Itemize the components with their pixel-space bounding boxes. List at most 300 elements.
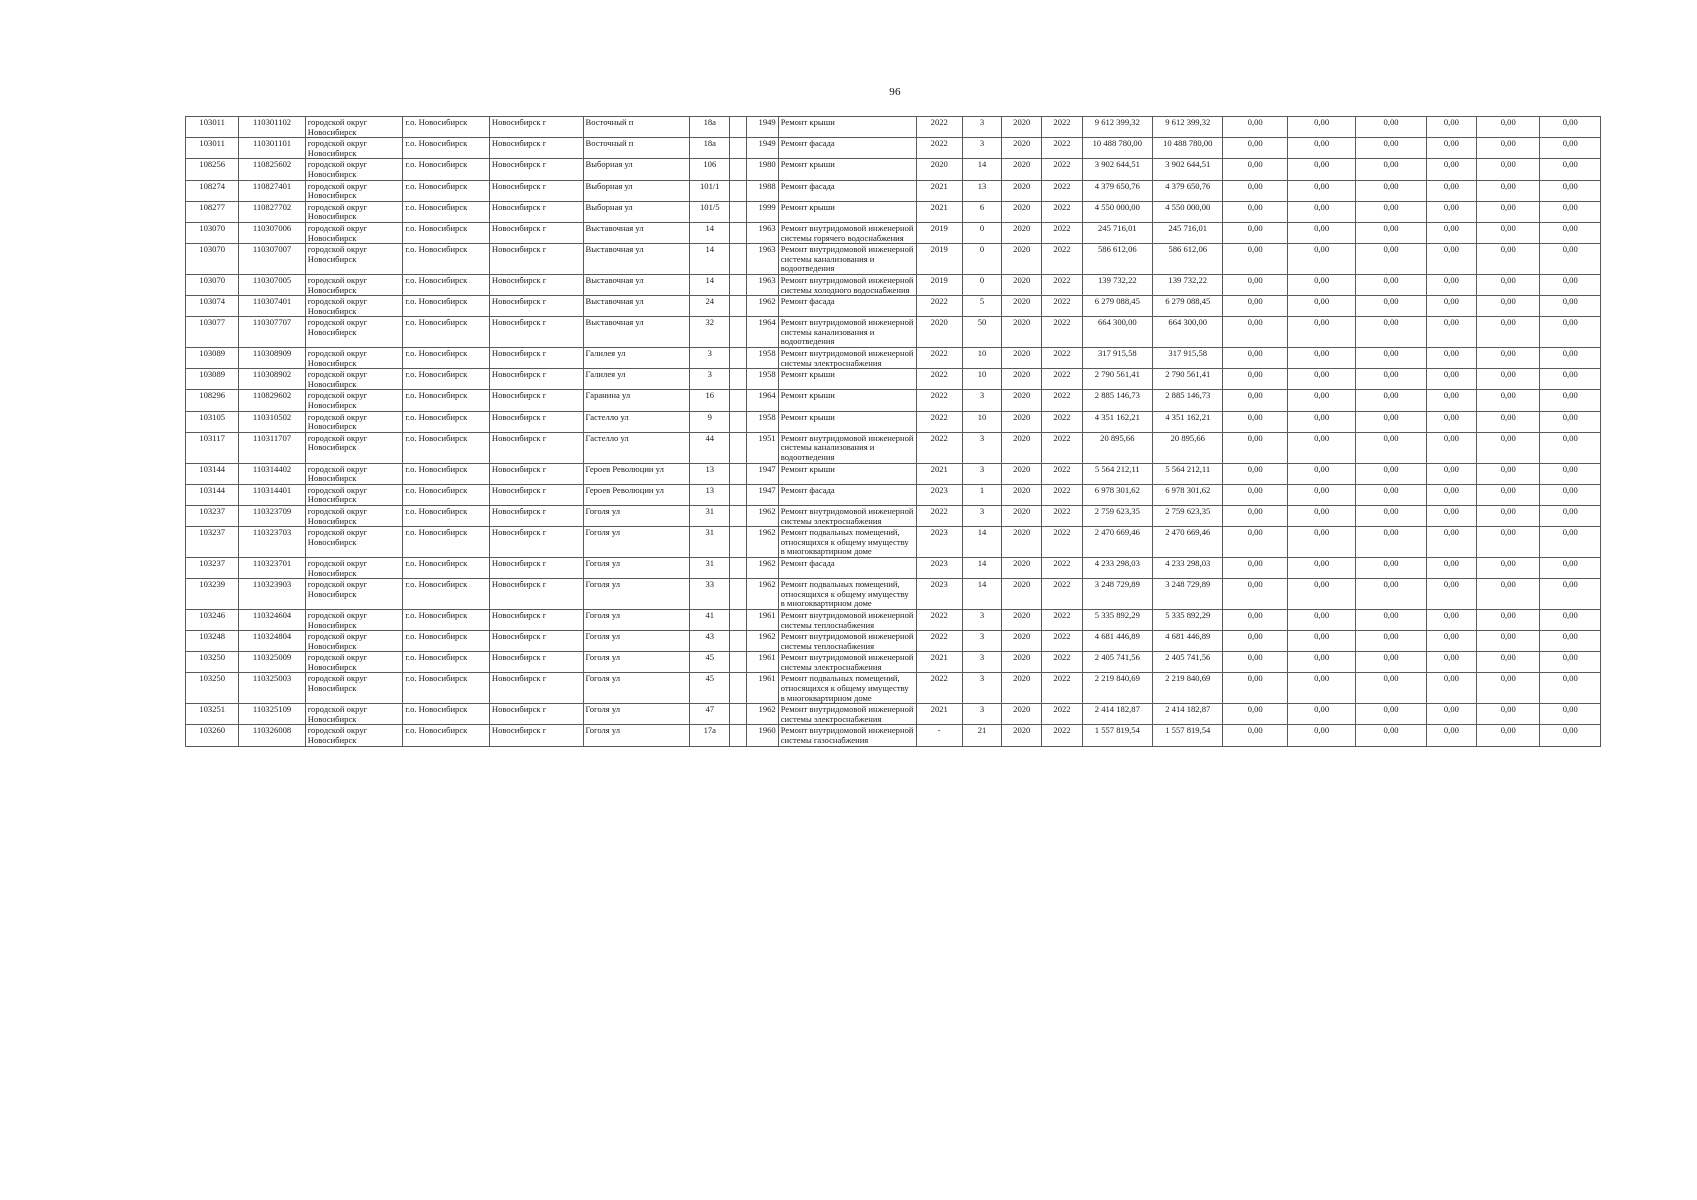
cell-wear-percent: 3 <box>962 390 1001 411</box>
cell-city-district: г.о. Новосибирск <box>403 704 490 725</box>
cell-end-year: 2022 <box>1042 244 1082 275</box>
cell-cost-reserve: 0,00 <box>1540 274 1601 295</box>
cell-end-year: 2022 <box>1042 725 1082 746</box>
cell-house-id: 103251 <box>186 704 239 725</box>
table-row <box>186 296 1601 317</box>
cell-cost-reserve: 0,00 <box>1540 201 1601 222</box>
cell-municipality: городской округ Новосибирск <box>305 673 403 704</box>
cell-plan-year: 2022 <box>916 411 962 432</box>
cell-cost-federal: 0,00 <box>1223 117 1287 138</box>
cell-settlement: Новосибирск г <box>489 348 583 369</box>
cell-work-type: Ремонт подвальных помещений, относящихся к общему имуществу в многоквартирном доме <box>778 527 916 558</box>
cell-wear-percent: 13 <box>962 180 1001 201</box>
cell-object-id: 110324604 <box>239 609 305 630</box>
cell-cost-fund: 5 564 212,11 <box>1153 463 1223 484</box>
cell-build-year: 1960 <box>746 725 778 746</box>
cell-cost-reserve: 0,00 <box>1540 631 1601 652</box>
cell-work-type: Ремонт подвальных помещений, относящихся к общему имуществу в многоквартирном доме <box>778 673 916 704</box>
cell-street: Гоголя ул <box>583 652 690 673</box>
cell-plan-year: 2023 <box>916 484 962 505</box>
cell-municipality: городской округ Новосибирск <box>305 244 403 275</box>
table-row <box>186 117 1601 138</box>
cell-cost-other: 0,00 <box>1477 527 1540 558</box>
cell-house-number: 44 <box>690 432 730 463</box>
cell-build-year: 1964 <box>746 390 778 411</box>
cell-cost-owners: 0,00 <box>1426 369 1476 390</box>
cell-build-year: 1988 <box>746 180 778 201</box>
cell-street: Гастелло ул <box>583 432 690 463</box>
cell-cost-owners: 0,00 <box>1426 652 1476 673</box>
cell-settlement: Новосибирск г <box>489 274 583 295</box>
table-row <box>186 579 1601 610</box>
cell-settlement: Новосибирск г <box>489 463 583 484</box>
cell-cost-owners: 0,00 <box>1426 138 1476 159</box>
cell-end-year: 2022 <box>1042 390 1082 411</box>
cell-end-year: 2022 <box>1042 411 1082 432</box>
cell-city-district: г.о. Новосибирск <box>403 244 490 275</box>
cell-settlement: Новосибирск г <box>489 579 583 610</box>
table-row <box>186 244 1601 275</box>
cell-start-year: 2020 <box>1002 117 1042 138</box>
cell-cost-other: 0,00 <box>1477 274 1540 295</box>
cell-plan-year: 2023 <box>916 527 962 558</box>
cell-build-year: 1947 <box>746 463 778 484</box>
cell-street: Выставочная ул <box>583 296 690 317</box>
cell-cost-federal: 0,00 <box>1223 369 1287 390</box>
cell-building <box>730 369 746 390</box>
table-row <box>186 652 1601 673</box>
cell-total-cost: 4 233 298,03 <box>1082 557 1152 578</box>
cell-building <box>730 296 746 317</box>
cell-cost-other: 0,00 <box>1477 180 1540 201</box>
cell-building <box>730 180 746 201</box>
cell-cost-other: 0,00 <box>1477 390 1540 411</box>
cell-end-year: 2022 <box>1042 527 1082 558</box>
page-number: 96 <box>889 86 901 98</box>
cell-house-id: 103074 <box>186 296 239 317</box>
cell-street: Выборная ул <box>583 159 690 180</box>
cell-building <box>730 557 746 578</box>
cell-object-id: 110301102 <box>239 117 305 138</box>
cell-cost-fund: 4 681 446,89 <box>1153 631 1223 652</box>
cell-build-year: 1958 <box>746 411 778 432</box>
cell-city-district: г.о. Новосибирск <box>403 505 490 526</box>
cell-end-year: 2022 <box>1042 369 1082 390</box>
cell-build-year: 1962 <box>746 579 778 610</box>
cell-cost-municipal: 0,00 <box>1356 463 1426 484</box>
cell-cost-regional: 0,00 <box>1287 159 1355 180</box>
cell-cost-regional: 0,00 <box>1287 222 1355 243</box>
cell-house-id: 103250 <box>186 652 239 673</box>
cell-settlement: Новосибирск г <box>489 117 583 138</box>
cell-cost-reserve: 0,00 <box>1540 138 1601 159</box>
cell-house-id: 103144 <box>186 484 239 505</box>
cell-start-year: 2020 <box>1002 704 1042 725</box>
cell-cost-fund: 2 470 669,46 <box>1153 527 1223 558</box>
cell-municipality: городской округ Новосибирск <box>305 527 403 558</box>
cell-cost-federal: 0,00 <box>1223 411 1287 432</box>
cell-cost-reserve: 0,00 <box>1540 527 1601 558</box>
cell-cost-fund: 2 414 182,87 <box>1153 704 1223 725</box>
cell-cost-regional: 0,00 <box>1287 348 1355 369</box>
cell-cost-fund: 4 351 162,21 <box>1153 411 1223 432</box>
cell-cost-reserve: 0,00 <box>1540 673 1601 704</box>
cell-building <box>730 159 746 180</box>
cell-cost-fund: 1 557 819,54 <box>1153 725 1223 746</box>
cell-city-district: г.о. Новосибирск <box>403 222 490 243</box>
cell-municipality: городской округ Новосибирск <box>305 274 403 295</box>
cell-building <box>730 348 746 369</box>
cell-cost-fund: 10 488 780,00 <box>1153 138 1223 159</box>
cell-start-year: 2020 <box>1002 432 1042 463</box>
cell-cost-municipal: 0,00 <box>1356 117 1426 138</box>
cell-cost-regional: 0,00 <box>1287 390 1355 411</box>
cell-cost-owners: 0,00 <box>1426 390 1476 411</box>
cell-city-district: г.о. Новосибирск <box>403 390 490 411</box>
cell-house-id: 103077 <box>186 317 239 348</box>
cell-cost-regional: 0,00 <box>1287 117 1355 138</box>
cell-cost-federal: 0,00 <box>1223 725 1287 746</box>
cell-cost-owners: 0,00 <box>1426 505 1476 526</box>
cell-work-type: Ремонт внутридомовой инженерной системы горячего водоснабжения <box>778 222 916 243</box>
cell-work-type: Ремонт фасада <box>778 484 916 505</box>
cell-total-cost: 6 978 301,62 <box>1082 484 1152 505</box>
cell-cost-reserve: 0,00 <box>1540 411 1601 432</box>
cell-cost-reserve: 0,00 <box>1540 348 1601 369</box>
cell-object-id: 110301101 <box>239 138 305 159</box>
cell-cost-reserve: 0,00 <box>1540 463 1601 484</box>
cell-plan-year: 2022 <box>916 609 962 630</box>
cell-city-district: г.о. Новосибирск <box>403 484 490 505</box>
cell-work-type: Ремонт подвальных помещений, относящихся к общему имуществу в многоквартирном доме <box>778 579 916 610</box>
cell-object-id: 110308909 <box>239 348 305 369</box>
cell-plan-year: 2022 <box>916 673 962 704</box>
cell-house-number: 106 <box>690 159 730 180</box>
cell-cost-municipal: 0,00 <box>1356 579 1426 610</box>
cell-start-year: 2020 <box>1002 484 1042 505</box>
cell-cost-other: 0,00 <box>1477 348 1540 369</box>
cell-cost-municipal: 0,00 <box>1356 201 1426 222</box>
cell-end-year: 2022 <box>1042 274 1082 295</box>
cell-cost-municipal: 0,00 <box>1356 527 1426 558</box>
cell-cost-federal: 0,00 <box>1223 317 1287 348</box>
cell-municipality: городской округ Новосибирск <box>305 117 403 138</box>
cell-cost-federal: 0,00 <box>1223 244 1287 275</box>
cell-cost-municipal: 0,00 <box>1356 369 1426 390</box>
cell-cost-federal: 0,00 <box>1223 579 1287 610</box>
cell-wear-percent: 3 <box>962 704 1001 725</box>
cell-cost-federal: 0,00 <box>1223 274 1287 295</box>
cell-cost-municipal: 0,00 <box>1356 704 1426 725</box>
cell-cost-regional: 0,00 <box>1287 527 1355 558</box>
cell-wear-percent: 0 <box>962 244 1001 275</box>
cell-house-id: 103260 <box>186 725 239 746</box>
cell-building <box>730 411 746 432</box>
cell-object-id: 110307707 <box>239 317 305 348</box>
cell-settlement: Новосибирск г <box>489 296 583 317</box>
cell-cost-federal: 0,00 <box>1223 505 1287 526</box>
cell-cost-owners: 0,00 <box>1426 222 1476 243</box>
cell-house-number: 14 <box>690 244 730 275</box>
cell-cost-federal: 0,00 <box>1223 222 1287 243</box>
cell-cost-federal: 0,00 <box>1223 201 1287 222</box>
cell-municipality: городской округ Новосибирск <box>305 317 403 348</box>
cell-cost-municipal: 0,00 <box>1356 557 1426 578</box>
cell-house-number: 101/1 <box>690 180 730 201</box>
cell-wear-percent: 3 <box>962 463 1001 484</box>
cell-building <box>730 631 746 652</box>
cell-end-year: 2022 <box>1042 138 1082 159</box>
cell-cost-municipal: 0,00 <box>1356 411 1426 432</box>
cell-object-id: 110314401 <box>239 484 305 505</box>
table-row <box>186 201 1601 222</box>
cell-wear-percent: 3 <box>962 631 1001 652</box>
cell-cost-reserve: 0,00 <box>1540 652 1601 673</box>
cell-total-cost: 2 885 146,73 <box>1082 390 1152 411</box>
cell-cost-federal: 0,00 <box>1223 704 1287 725</box>
cell-street: Восточный п <box>583 117 690 138</box>
cell-cost-federal: 0,00 <box>1223 296 1287 317</box>
cell-house-id: 103237 <box>186 527 239 558</box>
cell-work-type: Ремонт фасада <box>778 296 916 317</box>
cell-total-cost: 245 716,01 <box>1082 222 1152 243</box>
cell-house-id: 103248 <box>186 631 239 652</box>
cell-work-type: Ремонт внутридомовой инженерной системы канализования и водоотведения <box>778 317 916 348</box>
cell-city-district: г.о. Новосибирск <box>403 557 490 578</box>
table-body <box>186 117 1601 747</box>
cell-cost-owners: 0,00 <box>1426 673 1476 704</box>
cell-wear-percent: 0 <box>962 222 1001 243</box>
cell-settlement: Новосибирск г <box>489 557 583 578</box>
cell-cost-owners: 0,00 <box>1426 463 1476 484</box>
cell-cost-other: 0,00 <box>1477 557 1540 578</box>
cell-cost-owners: 0,00 <box>1426 725 1476 746</box>
cell-cost-municipal: 0,00 <box>1356 180 1426 201</box>
cell-building <box>730 652 746 673</box>
cell-cost-fund: 4 379 650,76 <box>1153 180 1223 201</box>
cell-cost-fund: 6 978 301,62 <box>1153 484 1223 505</box>
cell-cost-regional: 0,00 <box>1287 317 1355 348</box>
cell-start-year: 2020 <box>1002 557 1042 578</box>
cell-cost-other: 0,00 <box>1477 631 1540 652</box>
cell-house-id: 103239 <box>186 579 239 610</box>
cell-plan-year: 2021 <box>916 652 962 673</box>
cell-end-year: 2022 <box>1042 652 1082 673</box>
cell-cost-fund: 4 233 298,03 <box>1153 557 1223 578</box>
cell-cost-owners: 0,00 <box>1426 244 1476 275</box>
cell-street: Гоголя ул <box>583 631 690 652</box>
cell-cost-regional: 0,00 <box>1287 579 1355 610</box>
cell-total-cost: 2 470 669,46 <box>1082 527 1152 558</box>
cell-house-id: 103246 <box>186 609 239 630</box>
cell-house-number: 18а <box>690 117 730 138</box>
cell-object-id: 110307401 <box>239 296 305 317</box>
cell-cost-reserve: 0,00 <box>1540 390 1601 411</box>
cell-work-type: Ремонт внутридомовой инженерной системы электроснабжения <box>778 505 916 526</box>
cell-work-type: Ремонт внутридомовой инженерной системы электроснабжения <box>778 348 916 369</box>
cell-cost-federal: 0,00 <box>1223 557 1287 578</box>
cell-build-year: 1947 <box>746 484 778 505</box>
cell-house-id: 108296 <box>186 390 239 411</box>
cell-cost-federal: 0,00 <box>1223 348 1287 369</box>
cell-cost-municipal: 0,00 <box>1356 159 1426 180</box>
cell-start-year: 2020 <box>1002 411 1042 432</box>
cell-object-id: 110827702 <box>239 201 305 222</box>
cell-house-number: 31 <box>690 527 730 558</box>
cell-build-year: 1980 <box>746 159 778 180</box>
cell-cost-reserve: 0,00 <box>1540 704 1601 725</box>
cell-settlement: Новосибирск г <box>489 244 583 275</box>
cell-plan-year: 2022 <box>916 296 962 317</box>
cell-cost-federal: 0,00 <box>1223 673 1287 704</box>
cell-object-id: 110307007 <box>239 244 305 275</box>
table-row <box>186 527 1601 558</box>
cell-city-district: г.о. Новосибирск <box>403 463 490 484</box>
cell-cost-other: 0,00 <box>1477 138 1540 159</box>
cell-house-id: 108256 <box>186 159 239 180</box>
cell-cost-municipal: 0,00 <box>1356 244 1426 275</box>
cell-plan-year: 2021 <box>916 201 962 222</box>
cell-cost-reserve: 0,00 <box>1540 117 1601 138</box>
cell-cost-fund: 3 248 729,89 <box>1153 579 1223 610</box>
cell-work-type: Ремонт крыши <box>778 390 916 411</box>
cell-municipality: городской округ Новосибирск <box>305 432 403 463</box>
cell-cost-owners: 0,00 <box>1426 117 1476 138</box>
cell-cost-fund: 664 300,00 <box>1153 317 1223 348</box>
cell-house-number: 31 <box>690 557 730 578</box>
cell-house-number: 9 <box>690 411 730 432</box>
cell-start-year: 2020 <box>1002 609 1042 630</box>
cell-building <box>730 117 746 138</box>
cell-work-type: Ремонт внутридомовой инженерной системы электроснабжения <box>778 704 916 725</box>
cell-cost-federal: 0,00 <box>1223 609 1287 630</box>
cell-street: Гаранина ул <box>583 390 690 411</box>
cell-object-id: 110307006 <box>239 222 305 243</box>
cell-work-type: Ремонт фасада <box>778 180 916 201</box>
cell-city-district: г.о. Новосибирск <box>403 631 490 652</box>
cell-city-district: г.о. Новосибирск <box>403 317 490 348</box>
cell-cost-other: 0,00 <box>1477 463 1540 484</box>
cell-total-cost: 2 414 182,87 <box>1082 704 1152 725</box>
cell-cost-regional: 0,00 <box>1287 369 1355 390</box>
cell-settlement: Новосибирск г <box>489 609 583 630</box>
cell-wear-percent: 1 <box>962 484 1001 505</box>
table-row <box>186 222 1601 243</box>
cell-object-id: 110827401 <box>239 180 305 201</box>
cell-settlement: Новосибирск г <box>489 180 583 201</box>
cell-object-id: 110323709 <box>239 505 305 526</box>
cell-cost-municipal: 0,00 <box>1356 432 1426 463</box>
cell-building <box>730 390 746 411</box>
cell-municipality: городской округ Новосибирск <box>305 652 403 673</box>
table-row <box>186 631 1601 652</box>
cell-cost-reserve: 0,00 <box>1540 296 1601 317</box>
cell-house-number: 41 <box>690 609 730 630</box>
cell-cost-municipal: 0,00 <box>1356 652 1426 673</box>
cell-end-year: 2022 <box>1042 222 1082 243</box>
cell-build-year: 1962 <box>746 296 778 317</box>
cell-city-district: г.о. Новосибирск <box>403 411 490 432</box>
table-row <box>186 432 1601 463</box>
cell-house-id: 108277 <box>186 201 239 222</box>
table-row <box>186 673 1601 704</box>
cell-total-cost: 2 219 840,69 <box>1082 673 1152 704</box>
cell-start-year: 2020 <box>1002 725 1042 746</box>
cell-cost-reserve: 0,00 <box>1540 159 1601 180</box>
cell-city-district: г.о. Новосибирск <box>403 138 490 159</box>
cell-street: Выставочная ул <box>583 222 690 243</box>
cell-wear-percent: 50 <box>962 317 1001 348</box>
cell-total-cost: 4 681 446,89 <box>1082 631 1152 652</box>
cell-wear-percent: 21 <box>962 725 1001 746</box>
cell-building <box>730 274 746 295</box>
cell-build-year: 1958 <box>746 369 778 390</box>
cell-city-district: г.о. Новосибирск <box>403 673 490 704</box>
cell-house-id: 103089 <box>186 348 239 369</box>
cell-total-cost: 3 248 729,89 <box>1082 579 1152 610</box>
cell-cost-municipal: 0,00 <box>1356 505 1426 526</box>
cell-house-number: 13 <box>690 463 730 484</box>
cell-total-cost: 2 405 741,56 <box>1082 652 1152 673</box>
cell-street: Выборная ул <box>583 180 690 201</box>
cell-wear-percent: 10 <box>962 369 1001 390</box>
cell-end-year: 2022 <box>1042 609 1082 630</box>
cell-street: Галилея ул <box>583 369 690 390</box>
cell-object-id: 110308902 <box>239 369 305 390</box>
cell-wear-percent: 3 <box>962 673 1001 704</box>
cell-plan-year: 2019 <box>916 244 962 275</box>
cell-total-cost: 664 300,00 <box>1082 317 1152 348</box>
cell-city-district: г.о. Новосибирск <box>403 159 490 180</box>
table-row <box>186 348 1601 369</box>
cell-work-type: Ремонт фасада <box>778 138 916 159</box>
cell-cost-fund: 2 405 741,56 <box>1153 652 1223 673</box>
cell-municipality: городской округ Новосибирск <box>305 390 403 411</box>
cell-street: Гоголя ул <box>583 704 690 725</box>
cell-cost-municipal: 0,00 <box>1356 222 1426 243</box>
cell-wear-percent: 3 <box>962 652 1001 673</box>
cell-cost-federal: 0,00 <box>1223 159 1287 180</box>
cell-settlement: Новосибирск г <box>489 652 583 673</box>
cell-plan-year: 2022 <box>916 631 962 652</box>
table-row <box>186 138 1601 159</box>
cell-street: Восточный п <box>583 138 690 159</box>
cell-house-number: 3 <box>690 369 730 390</box>
cell-cost-municipal: 0,00 <box>1356 348 1426 369</box>
cell-start-year: 2020 <box>1002 244 1042 275</box>
cell-start-year: 2020 <box>1002 201 1042 222</box>
cell-build-year: 1962 <box>746 557 778 578</box>
cell-cost-fund: 3 902 644,51 <box>1153 159 1223 180</box>
cell-cost-municipal: 0,00 <box>1356 274 1426 295</box>
cell-house-number: 14 <box>690 274 730 295</box>
table-row <box>186 704 1601 725</box>
repair-program-table <box>185 116 1601 747</box>
cell-house-number: 14 <box>690 222 730 243</box>
cell-settlement: Новосибирск г <box>489 159 583 180</box>
cell-street: Гоголя ул <box>583 579 690 610</box>
cell-house-id: 103011 <box>186 117 239 138</box>
cell-plan-year: 2021 <box>916 704 962 725</box>
cell-start-year: 2020 <box>1002 631 1042 652</box>
cell-house-number: 33 <box>690 579 730 610</box>
cell-build-year: 1949 <box>746 117 778 138</box>
cell-plan-year: 2020 <box>916 159 962 180</box>
cell-house-number: 18а <box>690 138 730 159</box>
cell-start-year: 2020 <box>1002 296 1042 317</box>
cell-settlement: Новосибирск г <box>489 432 583 463</box>
cell-total-cost: 3 902 644,51 <box>1082 159 1152 180</box>
